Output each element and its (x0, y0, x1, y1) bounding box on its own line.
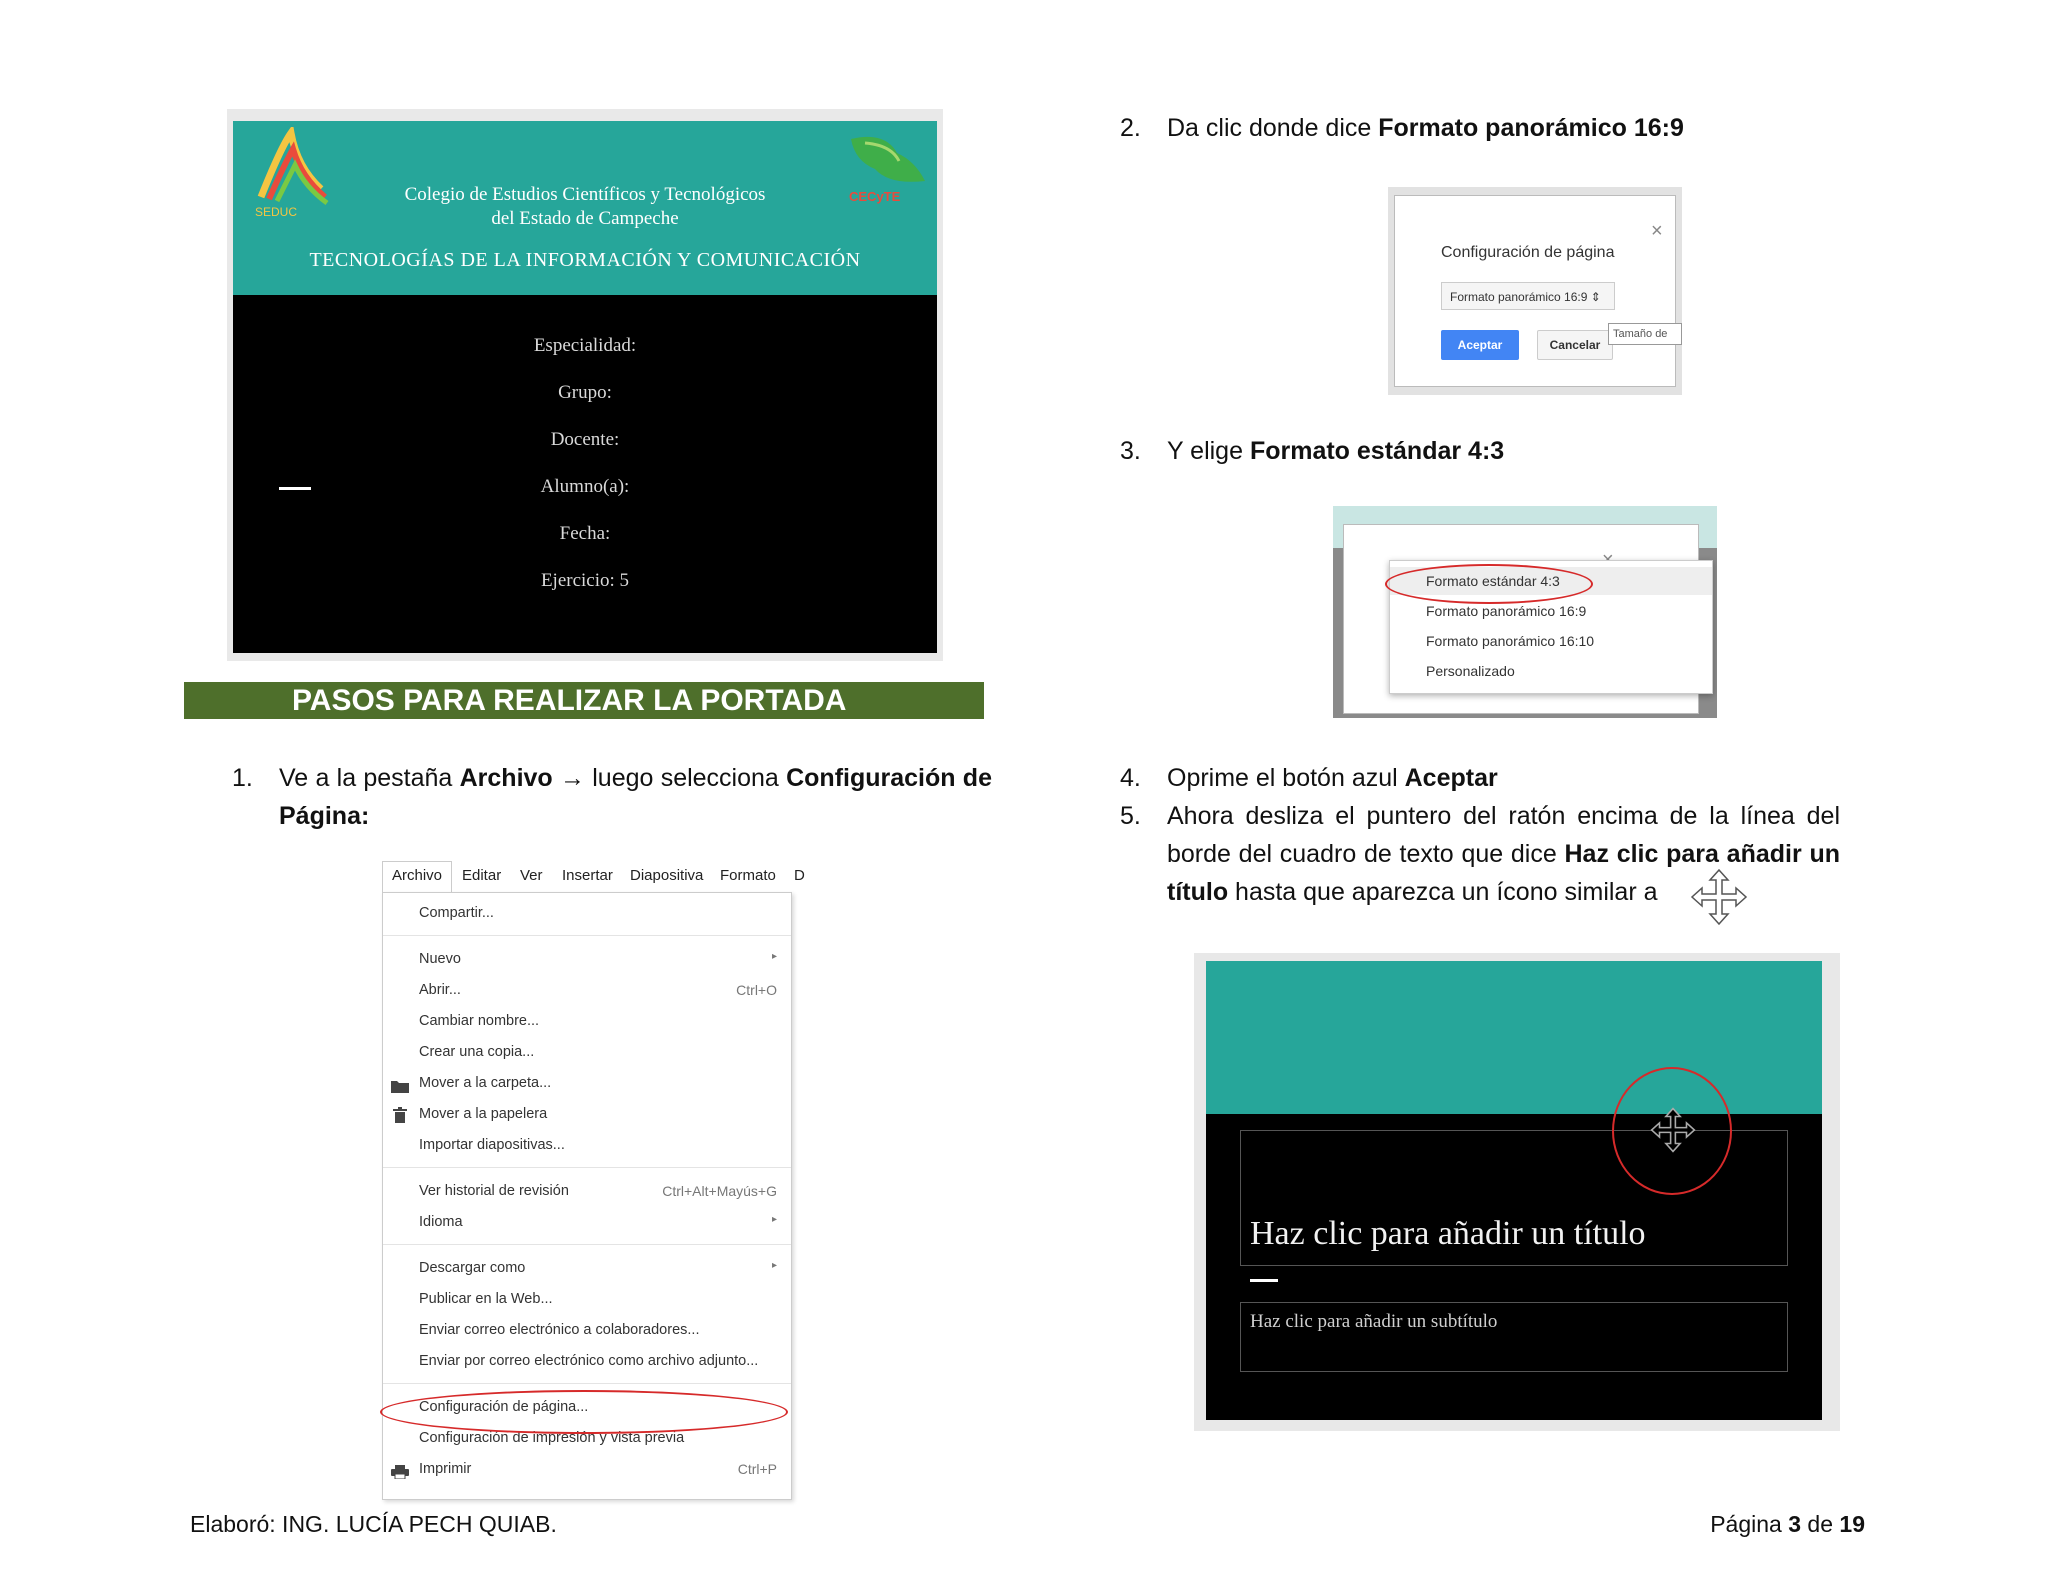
shortcut-imprimir: Ctrl+P (737, 1461, 777, 1477)
footer-author: Elaboró: ING. LUCÍA PECH QUIAB. (190, 1511, 557, 1537)
menu-diapositiva[interactable]: Diapositiva (630, 867, 704, 884)
menu-bar (380, 858, 808, 892)
cover-header (233, 121, 937, 295)
menu-separator (383, 1167, 791, 1168)
menu-archivo[interactable]: Archivo (392, 867, 443, 884)
step-text (1167, 109, 1840, 147)
move-cursor-icon (1690, 868, 1748, 926)
menu-insertar[interactable]: Insertar (562, 867, 613, 884)
menu-item-importar[interactable]: Importar diapositivas... (419, 1137, 565, 1153)
close-icon[interactable]: × (1651, 220, 1663, 242)
arrow-right-icon: → (552, 764, 593, 792)
folder-icon (391, 1079, 409, 1093)
menu-separator (383, 1244, 791, 1245)
menu-d[interactable]: D (794, 867, 805, 884)
cover-slide-screenshot (227, 109, 943, 661)
step-text-part: Ahora desliza el puntero del ratón encima de la línea del borde del cuadro de texto que dice (1167, 802, 1840, 868)
menu-item-mover-papelera[interactable]: Mover a la papelera (419, 1106, 548, 1122)
slide-header (1206, 961, 1822, 1114)
section-heading-text: PASOS PARA REALIZAR LA PORTADA (292, 684, 847, 717)
menu-item-imprimir[interactable]: Imprimir (419, 1461, 472, 1477)
menu-item-descargar[interactable]: Descargar como (419, 1260, 526, 1276)
title-placeholder-text: Haz clic para añadir un título (1250, 1215, 1646, 1252)
menu-item-idioma[interactable]: Idioma (419, 1214, 463, 1230)
highlight-circle (380, 1390, 788, 1434)
menu-item-publicar[interactable]: Publicar en la Web... (419, 1291, 553, 1307)
menu-separator (383, 935, 791, 936)
step-bold: Archivo (459, 764, 553, 792)
seduc-logo-text: SEDUC (255, 205, 298, 219)
slide-dash (1250, 1279, 1278, 1282)
move-cursor-icon (1650, 1107, 1696, 1153)
cover-dash (279, 487, 311, 490)
step-text-part: luego selecciona (592, 764, 787, 792)
step-1 (232, 759, 992, 839)
footer-page-word: Página (1710, 1511, 1789, 1537)
cancel-button[interactable]: Cancelar (1537, 330, 1613, 360)
cover-body (233, 295, 937, 653)
footer-page-total: 19 (1839, 1511, 1865, 1537)
option-wide-16-10[interactable]: Formato panorámico 16:10 (1426, 633, 1595, 649)
school-name-line1: Colegio de Estudios Científicos y Tecnológicos (404, 184, 766, 205)
menu-ver[interactable]: Ver (520, 867, 543, 884)
school-name-line2: del Estado de Campeche (491, 208, 679, 229)
menu-formato[interactable]: Formato (720, 867, 776, 884)
accept-button[interactable]: Aceptar (1441, 330, 1519, 360)
menu-item-configuracion-pagina[interactable]: Configuración de página... (419, 1399, 589, 1415)
step-4 (1120, 759, 1840, 799)
step-2 (1120, 109, 1840, 149)
step-text (1167, 759, 1840, 797)
field-especialidad: Especialidad: (533, 335, 637, 356)
step-3 (1120, 432, 1840, 472)
menu-item-nuevo[interactable]: Nuevo (419, 951, 461, 967)
school-name (233, 183, 937, 231)
field-fecha: Fecha: (559, 523, 611, 544)
menu-item-historial[interactable]: Ver historial de revisión (419, 1183, 569, 1199)
menu-item-abrir[interactable]: Abrir... (419, 982, 461, 998)
subtitle-placeholder-text: Haz clic para añadir un subtítulo (1250, 1311, 1498, 1332)
format-options-screenshot (1333, 506, 1717, 718)
option-standard-4-3[interactable]: Formato estándar 4:3 (1426, 573, 1560, 589)
option-wide-16-9[interactable]: Formato panorámico 16:9 (1426, 603, 1587, 619)
format-select[interactable]: Formato panorámico 16:9 ⇕ (1441, 282, 1615, 310)
submenu-arrow-icon: ▸ (771, 951, 777, 962)
subject-title: TECNOLOGÍAS DE LA INFORMACIÓN Y COMUNICACIÓN (309, 249, 861, 271)
menu-item-configuracion-impresion[interactable]: Configuración de impresión y vista previa (419, 1430, 685, 1446)
archivo-menu-screenshot (380, 858, 808, 1498)
size-tooltip: Tamaño de (1608, 323, 1682, 345)
step-text-part: Oprime el botón azul (1167, 764, 1405, 792)
submenu-arrow-icon: ▸ (771, 1260, 777, 1271)
step-text-part: Da clic donde dice (1167, 114, 1379, 142)
field-grupo: Grupo: (558, 382, 612, 403)
cecyte-logo-text: CECyTE (849, 189, 901, 204)
step-number: 5. (1120, 802, 1141, 830)
menu-item-enviar-adjunto[interactable]: Enviar por correo electrónico como archivo adjunto... (419, 1353, 759, 1369)
step-text (279, 759, 992, 835)
cecyte-logo-icon (845, 131, 929, 187)
menu-editar[interactable]: Editar (462, 867, 502, 884)
menu-separator (383, 1383, 791, 1384)
menu-item-mover-carpeta[interactable]: Mover a la carpeta... (419, 1075, 552, 1091)
highlight-circle (1385, 564, 1593, 604)
title-slide-screenshot (1194, 953, 1840, 1431)
submenu-arrow-icon: ▸ (771, 1214, 777, 1225)
field-ejercicio: Ejercicio: 5 (540, 570, 630, 591)
step-number: 1. (232, 764, 253, 792)
step-bold: Haz clic para añadir un título (1167, 840, 1840, 906)
step-text-part: hasta que aparezca un ícono similar a (1228, 878, 1658, 906)
printer-icon (391, 1465, 409, 1479)
dialog-box (1394, 195, 1676, 387)
page-setup-dialog-screenshot (1388, 187, 1682, 395)
step-text (1167, 432, 1840, 470)
step-number: 4. (1120, 764, 1141, 792)
section-heading (184, 682, 984, 719)
footer-page-current: 3 (1788, 1511, 1802, 1537)
footer-page-number (1710, 1511, 1865, 1538)
step-text-part: Ve a la pestaña (279, 764, 460, 792)
menu-item-crear-copia[interactable]: Crear una copia... (419, 1044, 535, 1060)
step-bold: Configuración de Página: (279, 764, 992, 830)
step-text-part: Y elige (1167, 437, 1250, 465)
step-number: 3. (1120, 437, 1141, 465)
field-docente: Docente: (550, 429, 620, 450)
menu-item-compartir[interactable]: Compartir... (419, 905, 494, 921)
shortcut-historial: Ctrl+Alt+Mayús+G (662, 1183, 777, 1199)
field-alumno: Alumno(a): (540, 476, 630, 497)
step-5 (1120, 797, 1880, 917)
trash-icon (393, 1107, 407, 1123)
step-bold: Formato estándar 4:3 (1249, 437, 1505, 465)
dialog-title: Configuración de página (1441, 244, 1615, 261)
step-bold: Formato panorámico 16:9 (1378, 114, 1684, 142)
menu-item-cambiar-nombre[interactable]: Cambiar nombre... (419, 1013, 540, 1029)
step-number: 2. (1120, 114, 1141, 142)
footer-of-word: de (1801, 1511, 1840, 1537)
shortcut-abrir: Ctrl+O (736, 982, 777, 998)
menu-item-enviar-colaboradores[interactable]: Enviar correo electrónico a colaboradores... (419, 1322, 700, 1338)
step-bold: Aceptar (1404, 764, 1498, 792)
option-custom[interactable]: Personalizado (1426, 663, 1515, 679)
